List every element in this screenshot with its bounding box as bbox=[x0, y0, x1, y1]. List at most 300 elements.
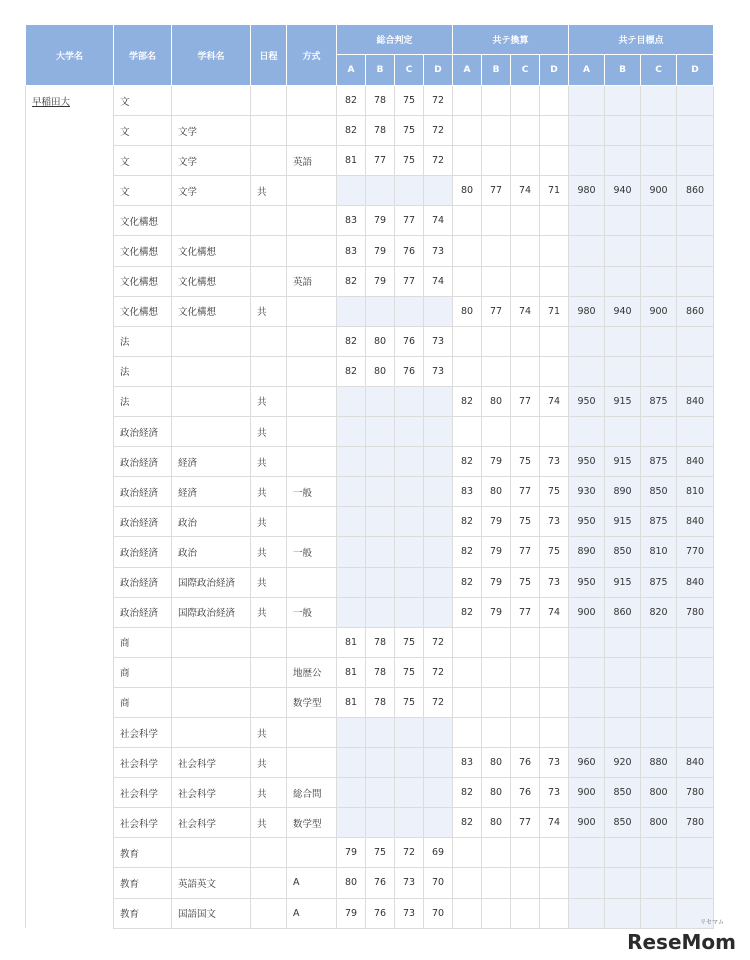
kyote-score-cell: 79 bbox=[482, 447, 511, 477]
kyote-score-cell bbox=[511, 838, 540, 868]
target-score-cell bbox=[605, 687, 641, 717]
header-group-mokuhyo: 共テ目標点 bbox=[569, 25, 714, 55]
kyote-score-cell bbox=[540, 86, 569, 116]
sogo-score-cell: 79 bbox=[366, 206, 395, 236]
table-row bbox=[26, 266, 714, 296]
sogo-score-cell bbox=[366, 808, 395, 838]
kyote-score-cell: 75 bbox=[511, 447, 540, 477]
target-score-cell: 875 bbox=[641, 447, 677, 477]
sogo-score-cell bbox=[395, 717, 424, 747]
sogo-score-cell: 82 bbox=[337, 326, 366, 356]
schedule-cell: 共 bbox=[251, 778, 287, 808]
header-grade: C bbox=[511, 55, 540, 86]
schedule-cell: 共 bbox=[251, 447, 287, 477]
sogo-score-cell: 74 bbox=[424, 206, 453, 236]
table-wrapper bbox=[25, 24, 713, 929]
schedule-cell: 共 bbox=[251, 417, 287, 447]
kyote-score-cell bbox=[482, 86, 511, 116]
sogo-score-cell bbox=[337, 717, 366, 747]
kyote-score-cell: 82 bbox=[453, 778, 482, 808]
method-cell bbox=[287, 176, 337, 206]
department-cell: 国際政治経済 bbox=[172, 567, 251, 597]
department-cell: 英語英文 bbox=[172, 868, 251, 898]
kyote-score-cell bbox=[453, 326, 482, 356]
target-score-cell: 875 bbox=[641, 567, 677, 597]
faculty-cell: 教育 bbox=[114, 898, 172, 928]
sogo-score-cell bbox=[395, 567, 424, 597]
sogo-score-cell: 83 bbox=[337, 206, 366, 236]
sogo-score-cell bbox=[366, 567, 395, 597]
department-cell: 文化構想 bbox=[172, 266, 251, 296]
method-cell: A bbox=[287, 868, 337, 898]
schedule-cell bbox=[251, 356, 287, 386]
sogo-score-cell: 72 bbox=[424, 687, 453, 717]
kyote-score-cell: 80 bbox=[482, 778, 511, 808]
target-score-cell: 840 bbox=[677, 447, 714, 477]
faculty-cell: 政治経済 bbox=[114, 567, 172, 597]
target-score-cell: 915 bbox=[605, 447, 641, 477]
sogo-score-cell bbox=[337, 417, 366, 447]
target-score-cell: 780 bbox=[677, 808, 714, 838]
table-row bbox=[26, 838, 714, 868]
faculty-cell: 文 bbox=[114, 86, 172, 116]
schedule-cell bbox=[251, 687, 287, 717]
kyote-score-cell: 75 bbox=[540, 537, 569, 567]
sogo-score-cell: 82 bbox=[337, 356, 366, 386]
sogo-score-cell bbox=[424, 537, 453, 567]
target-score-cell bbox=[641, 627, 677, 657]
kyote-score-cell: 80 bbox=[482, 477, 511, 507]
sogo-score-cell bbox=[395, 417, 424, 447]
schedule-cell bbox=[251, 627, 287, 657]
target-score-cell bbox=[569, 146, 605, 176]
kyote-score-cell: 73 bbox=[540, 567, 569, 597]
kyote-score-cell bbox=[540, 206, 569, 236]
target-score-cell: 950 bbox=[569, 567, 605, 597]
method-cell: 地歴公 bbox=[287, 657, 337, 687]
method-cell bbox=[287, 386, 337, 416]
target-score-cell bbox=[569, 417, 605, 447]
sogo-score-cell: 83 bbox=[337, 236, 366, 266]
kyote-score-cell bbox=[453, 898, 482, 928]
kyote-score-cell bbox=[511, 657, 540, 687]
faculty-cell: 政治経済 bbox=[114, 417, 172, 447]
target-score-cell bbox=[569, 627, 605, 657]
sogo-score-cell bbox=[424, 597, 453, 627]
kyote-score-cell bbox=[482, 627, 511, 657]
target-score-cell: 810 bbox=[641, 537, 677, 567]
target-score-cell: 840 bbox=[677, 507, 714, 537]
table-row bbox=[26, 898, 714, 928]
target-score-cell: 900 bbox=[569, 808, 605, 838]
schedule-cell bbox=[251, 657, 287, 687]
table-row bbox=[26, 778, 714, 808]
kyote-score-cell bbox=[453, 687, 482, 717]
sogo-score-cell bbox=[395, 447, 424, 477]
kyote-score-cell bbox=[453, 146, 482, 176]
schedule-cell: 共 bbox=[251, 748, 287, 778]
table-row bbox=[26, 567, 714, 597]
faculty-cell: 社会科学 bbox=[114, 717, 172, 747]
target-score-cell bbox=[677, 687, 714, 717]
department-cell bbox=[172, 326, 251, 356]
target-score-cell bbox=[641, 417, 677, 447]
schedule-cell bbox=[251, 266, 287, 296]
kyote-score-cell bbox=[511, 326, 540, 356]
table-body bbox=[26, 86, 714, 929]
faculty-cell: 政治経済 bbox=[114, 537, 172, 567]
target-score-cell: 860 bbox=[605, 597, 641, 627]
kyote-score-cell bbox=[511, 86, 540, 116]
department-cell: 文学 bbox=[172, 176, 251, 206]
kyote-score-cell bbox=[511, 417, 540, 447]
kyote-score-cell bbox=[482, 146, 511, 176]
sogo-score-cell bbox=[424, 386, 453, 416]
faculty-cell: 法 bbox=[114, 356, 172, 386]
target-score-cell bbox=[569, 356, 605, 386]
sogo-score-cell: 76 bbox=[395, 356, 424, 386]
target-score-cell bbox=[605, 116, 641, 146]
target-score-cell: 875 bbox=[641, 507, 677, 537]
target-score-cell bbox=[605, 838, 641, 868]
kyote-score-cell bbox=[511, 206, 540, 236]
university-cell bbox=[26, 86, 114, 929]
sogo-score-cell: 72 bbox=[424, 627, 453, 657]
faculty-cell: 文化構想 bbox=[114, 206, 172, 236]
sogo-score-cell: 81 bbox=[337, 657, 366, 687]
kyote-score-cell bbox=[511, 868, 540, 898]
kyote-score-cell: 80 bbox=[453, 296, 482, 326]
kyote-score-cell: 77 bbox=[511, 537, 540, 567]
faculty-cell: 政治経済 bbox=[114, 597, 172, 627]
kyote-score-cell bbox=[540, 116, 569, 146]
table-row bbox=[26, 326, 714, 356]
table-row bbox=[26, 687, 714, 717]
sogo-score-cell bbox=[395, 748, 424, 778]
kyote-score-cell bbox=[540, 627, 569, 657]
department-cell: 経済 bbox=[172, 477, 251, 507]
department-cell: 政治 bbox=[172, 507, 251, 537]
score-table bbox=[25, 24, 714, 929]
target-score-cell bbox=[641, 838, 677, 868]
target-score-cell bbox=[641, 687, 677, 717]
target-score-cell bbox=[641, 326, 677, 356]
table-row bbox=[26, 808, 714, 838]
kyote-score-cell bbox=[453, 868, 482, 898]
target-score-cell: 940 bbox=[605, 296, 641, 326]
sogo-score-cell: 73 bbox=[424, 236, 453, 266]
kyote-score-cell bbox=[453, 657, 482, 687]
schedule-cell bbox=[251, 206, 287, 236]
table-header bbox=[26, 25, 714, 86]
schedule-cell bbox=[251, 868, 287, 898]
target-score-cell bbox=[677, 206, 714, 236]
sogo-score-cell bbox=[366, 597, 395, 627]
department-cell: 文学 bbox=[172, 116, 251, 146]
target-score-cell: 980 bbox=[569, 296, 605, 326]
faculty-cell: 商 bbox=[114, 657, 172, 687]
header-university: 大学名 bbox=[26, 25, 114, 86]
kyote-score-cell: 79 bbox=[482, 597, 511, 627]
sogo-score-cell: 74 bbox=[424, 266, 453, 296]
faculty-cell: 商 bbox=[114, 687, 172, 717]
sogo-score-cell bbox=[395, 176, 424, 206]
method-cell bbox=[287, 206, 337, 236]
sogo-score-cell bbox=[424, 447, 453, 477]
schedule-cell bbox=[251, 838, 287, 868]
header-grade: A bbox=[569, 55, 605, 86]
target-score-cell: 800 bbox=[641, 808, 677, 838]
sogo-score-cell bbox=[337, 567, 366, 597]
schedule-cell: 共 bbox=[251, 477, 287, 507]
target-score-cell: 850 bbox=[641, 477, 677, 507]
target-score-cell bbox=[641, 146, 677, 176]
sogo-score-cell: 72 bbox=[424, 116, 453, 146]
table-row bbox=[26, 206, 714, 236]
kyote-score-cell bbox=[511, 266, 540, 296]
kyote-score-cell: 73 bbox=[540, 778, 569, 808]
target-score-cell: 920 bbox=[605, 748, 641, 778]
kyote-score-cell: 83 bbox=[453, 477, 482, 507]
target-score-cell: 890 bbox=[605, 477, 641, 507]
department-cell bbox=[172, 356, 251, 386]
sogo-score-cell bbox=[424, 567, 453, 597]
target-score-cell: 840 bbox=[677, 386, 714, 416]
sogo-score-cell: 82 bbox=[337, 116, 366, 146]
schedule-cell: 共 bbox=[251, 567, 287, 597]
sogo-score-cell: 72 bbox=[424, 86, 453, 116]
sogo-score-cell bbox=[337, 808, 366, 838]
department-cell: 文化構想 bbox=[172, 296, 251, 326]
header-grade: C bbox=[395, 55, 424, 86]
target-score-cell bbox=[641, 266, 677, 296]
target-score-cell bbox=[569, 838, 605, 868]
header-method: 方式 bbox=[287, 25, 337, 86]
sogo-score-cell: 78 bbox=[366, 657, 395, 687]
department-cell: 文化構想 bbox=[172, 236, 251, 266]
faculty-cell: 社会科学 bbox=[114, 808, 172, 838]
sogo-score-cell: 72 bbox=[424, 657, 453, 687]
target-score-cell: 840 bbox=[677, 567, 714, 597]
faculty-cell: 文化構想 bbox=[114, 296, 172, 326]
target-score-cell: 880 bbox=[641, 748, 677, 778]
table-row bbox=[26, 296, 714, 326]
kyote-score-cell: 79 bbox=[482, 507, 511, 537]
sogo-score-cell: 80 bbox=[366, 326, 395, 356]
target-score-cell: 940 bbox=[605, 176, 641, 206]
target-score-cell: 980 bbox=[569, 176, 605, 206]
kyote-score-cell: 79 bbox=[482, 537, 511, 567]
sogo-score-cell: 76 bbox=[395, 236, 424, 266]
sogo-score-cell: 75 bbox=[366, 838, 395, 868]
table-row bbox=[26, 116, 714, 146]
target-score-cell bbox=[677, 236, 714, 266]
target-score-cell bbox=[677, 266, 714, 296]
university-link[interactable]: 早稲田大 bbox=[32, 97, 71, 108]
kyote-score-cell: 71 bbox=[540, 176, 569, 206]
table-row bbox=[26, 176, 714, 206]
sogo-score-cell bbox=[424, 477, 453, 507]
kyote-score-cell: 74 bbox=[540, 386, 569, 416]
method-cell bbox=[287, 838, 337, 868]
kyote-score-cell bbox=[540, 236, 569, 266]
target-score-cell bbox=[605, 146, 641, 176]
method-cell bbox=[287, 296, 337, 326]
target-score-cell: 900 bbox=[569, 778, 605, 808]
target-score-cell bbox=[569, 86, 605, 116]
kyote-score-cell: 74 bbox=[540, 597, 569, 627]
sogo-score-cell bbox=[337, 597, 366, 627]
target-score-cell: 915 bbox=[605, 386, 641, 416]
department-cell bbox=[172, 717, 251, 747]
kyote-score-cell bbox=[540, 356, 569, 386]
table-row bbox=[26, 597, 714, 627]
kyote-score-cell bbox=[511, 236, 540, 266]
header-group-sogo: 総合判定 bbox=[337, 25, 453, 55]
kyote-score-cell bbox=[453, 266, 482, 296]
faculty-cell: 法 bbox=[114, 326, 172, 356]
faculty-cell: 政治経済 bbox=[114, 447, 172, 477]
department-cell bbox=[172, 838, 251, 868]
target-score-cell bbox=[641, 116, 677, 146]
kyote-score-cell: 82 bbox=[453, 447, 482, 477]
faculty-cell: 文化構想 bbox=[114, 236, 172, 266]
table-row bbox=[26, 657, 714, 687]
logo-subtext: リセマム bbox=[700, 919, 724, 926]
kyote-score-cell: 77 bbox=[511, 477, 540, 507]
kyote-score-cell bbox=[453, 417, 482, 447]
faculty-cell: 政治経済 bbox=[114, 507, 172, 537]
sogo-score-cell bbox=[424, 808, 453, 838]
method-cell bbox=[287, 326, 337, 356]
target-score-cell: 770 bbox=[677, 537, 714, 567]
sogo-score-cell bbox=[337, 748, 366, 778]
target-score-cell bbox=[605, 326, 641, 356]
target-score-cell bbox=[605, 417, 641, 447]
sogo-score-cell: 73 bbox=[395, 898, 424, 928]
kyote-score-cell: 82 bbox=[453, 386, 482, 416]
sogo-score-cell: 79 bbox=[337, 898, 366, 928]
sogo-score-cell: 69 bbox=[424, 838, 453, 868]
sogo-score-cell: 73 bbox=[424, 326, 453, 356]
kyote-score-cell bbox=[540, 326, 569, 356]
schedule-cell: 共 bbox=[251, 507, 287, 537]
department-cell: 社会科学 bbox=[172, 778, 251, 808]
sogo-score-cell bbox=[395, 597, 424, 627]
header-group-kyote: 共テ換算 bbox=[453, 25, 569, 55]
faculty-cell: 文 bbox=[114, 146, 172, 176]
sogo-score-cell bbox=[424, 778, 453, 808]
kyote-score-cell: 73 bbox=[540, 507, 569, 537]
schedule-cell bbox=[251, 236, 287, 266]
sogo-score-cell bbox=[395, 477, 424, 507]
sogo-score-cell: 82 bbox=[337, 86, 366, 116]
kyote-score-cell bbox=[540, 417, 569, 447]
kyote-score-cell: 76 bbox=[511, 778, 540, 808]
department-cell bbox=[172, 657, 251, 687]
method-cell bbox=[287, 417, 337, 447]
method-cell bbox=[287, 447, 337, 477]
sogo-score-cell bbox=[395, 386, 424, 416]
department-cell bbox=[172, 627, 251, 657]
target-score-cell: 850 bbox=[605, 808, 641, 838]
department-cell bbox=[172, 386, 251, 416]
method-cell: 英語 bbox=[287, 146, 337, 176]
target-score-cell bbox=[569, 266, 605, 296]
department-cell: 政治 bbox=[172, 537, 251, 567]
kyote-score-cell: 82 bbox=[453, 537, 482, 567]
kyote-score-cell bbox=[482, 266, 511, 296]
kyote-score-cell bbox=[453, 838, 482, 868]
kyote-score-cell: 79 bbox=[482, 567, 511, 597]
target-score-cell bbox=[569, 898, 605, 928]
kyote-score-cell bbox=[482, 687, 511, 717]
target-score-cell bbox=[641, 657, 677, 687]
target-score-cell bbox=[569, 687, 605, 717]
target-score-cell: 950 bbox=[569, 447, 605, 477]
kyote-score-cell bbox=[540, 266, 569, 296]
target-score-cell: 960 bbox=[569, 748, 605, 778]
kyote-score-cell bbox=[453, 206, 482, 236]
sogo-score-cell: 81 bbox=[337, 687, 366, 717]
kyote-score-cell: 80 bbox=[482, 386, 511, 416]
faculty-cell: 文 bbox=[114, 116, 172, 146]
header-grade: B bbox=[605, 55, 641, 86]
kyote-score-cell: 82 bbox=[453, 567, 482, 597]
sogo-score-cell: 75 bbox=[395, 86, 424, 116]
resemom-logo: ReseMom bbox=[627, 930, 736, 954]
sogo-score-cell bbox=[366, 717, 395, 747]
schedule-cell: 共 bbox=[251, 386, 287, 416]
schedule-cell: 共 bbox=[251, 597, 287, 627]
department-cell: 経済 bbox=[172, 447, 251, 477]
sogo-score-cell: 75 bbox=[395, 116, 424, 146]
kyote-score-cell bbox=[482, 838, 511, 868]
sogo-score-cell bbox=[366, 748, 395, 778]
header-grade: D bbox=[677, 55, 714, 86]
sogo-score-cell: 70 bbox=[424, 898, 453, 928]
header-schedule: 日程 bbox=[251, 25, 287, 86]
department-cell: 文学 bbox=[172, 146, 251, 176]
sogo-score-cell bbox=[366, 176, 395, 206]
sogo-score-cell: 77 bbox=[366, 146, 395, 176]
kyote-score-cell: 74 bbox=[511, 296, 540, 326]
target-score-cell bbox=[569, 717, 605, 747]
target-score-cell bbox=[677, 146, 714, 176]
target-score-cell bbox=[569, 326, 605, 356]
sogo-score-cell: 81 bbox=[337, 146, 366, 176]
kyote-score-cell bbox=[511, 687, 540, 717]
department-cell: 社会科学 bbox=[172, 808, 251, 838]
sogo-score-cell bbox=[337, 477, 366, 507]
method-cell: 英語 bbox=[287, 266, 337, 296]
method-cell: 一般 bbox=[287, 597, 337, 627]
kyote-score-cell bbox=[453, 717, 482, 747]
sogo-score-cell: 75 bbox=[395, 657, 424, 687]
target-score-cell bbox=[569, 236, 605, 266]
faculty-cell: 文化構想 bbox=[114, 266, 172, 296]
faculty-cell: 政治経済 bbox=[114, 477, 172, 507]
kyote-score-cell: 75 bbox=[511, 567, 540, 597]
method-cell bbox=[287, 356, 337, 386]
kyote-score-cell bbox=[482, 116, 511, 146]
sogo-score-cell bbox=[424, 717, 453, 747]
kyote-score-cell: 77 bbox=[511, 808, 540, 838]
kyote-score-cell bbox=[482, 236, 511, 266]
department-cell: 国際政治経済 bbox=[172, 597, 251, 627]
target-score-cell: 860 bbox=[677, 176, 714, 206]
target-score-cell: 890 bbox=[569, 537, 605, 567]
